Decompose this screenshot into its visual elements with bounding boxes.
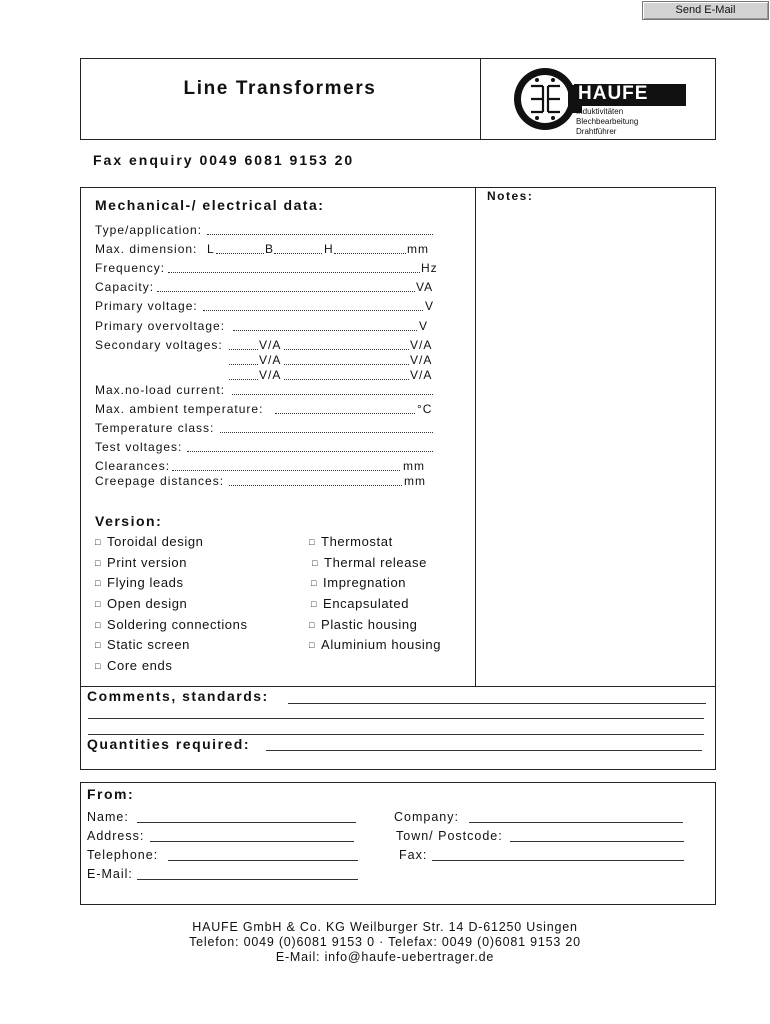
capacity-unit: VA <box>416 280 434 294</box>
address-label: Address: <box>87 829 145 843</box>
mechanical-heading: Mechanical-/ electrical data: <box>95 197 325 213</box>
logo-line-2: Blechbearbeitung <box>576 117 639 126</box>
checkbox-icon[interactable]: □ <box>95 578 102 588</box>
type-application-field[interactable] <box>207 234 433 235</box>
comments-line-3[interactable] <box>88 734 704 735</box>
checkbox-icon[interactable]: □ <box>95 661 102 671</box>
dim-l-field[interactable] <box>216 253 264 254</box>
town-postcode-field[interactable] <box>510 841 684 842</box>
telephone-field[interactable] <box>168 860 358 861</box>
checkbox-icon[interactable]: □ <box>309 537 316 547</box>
comments-line-2[interactable] <box>88 718 704 719</box>
option-label: Print version <box>107 555 188 570</box>
footer-email: E-Mail: info@haufe-uebertrager.de <box>275 950 495 964</box>
checkbox-icon[interactable]: □ <box>312 558 319 568</box>
name-label: Name: <box>87 810 129 824</box>
clearances-unit: mm <box>403 459 425 473</box>
notes-area[interactable] <box>477 205 713 683</box>
capacity-field[interactable] <box>157 291 415 292</box>
fax-field[interactable] <box>432 860 684 861</box>
option-label: Toroidal design <box>107 534 204 549</box>
comments-label: Comments, standards: <box>87 688 269 704</box>
checkbox-icon[interactable]: □ <box>309 620 316 630</box>
footer-address: HAUFE GmbH & Co. KG Weilburger Str. 14 D-61250 Usingen <box>192 920 578 934</box>
option-print-version[interactable] <box>95 555 187 570</box>
notes-divider <box>475 187 476 687</box>
footer-phone-fax: Telefon: 0049 (0)6081 9153 0 · Telefax: 0049 (0)6081 9153 20 <box>189 935 581 949</box>
creepage-unit: mm <box>404 474 426 488</box>
dim-h-label: H <box>324 242 334 256</box>
ambient-unit: °C <box>417 402 433 416</box>
telephone-label: Telephone: <box>87 848 159 862</box>
frequency-field[interactable] <box>168 272 420 273</box>
option-label: Aluminium housing <box>321 637 442 652</box>
dim-b-field[interactable] <box>274 253 322 254</box>
address-field[interactable] <box>150 841 354 842</box>
primary-voltage-label: Primary voltage: <box>95 299 198 313</box>
option-plastic-housing[interactable] <box>309 617 418 632</box>
secondary-2a-unit: V/A <box>259 353 282 367</box>
email-label: E-Mail: <box>87 867 133 881</box>
dim-l-label: L <box>207 242 215 256</box>
checkbox-icon[interactable]: □ <box>95 640 102 650</box>
page-title: Line Transformers <box>183 78 377 99</box>
option-label: Thermal release <box>324 555 427 570</box>
company-label: Company: <box>394 810 459 824</box>
secondary-2b-field[interactable] <box>284 364 409 365</box>
from-box <box>80 782 716 905</box>
option-label: Core ends <box>107 658 173 673</box>
temperature-class-label: Temperature class: <box>95 421 215 435</box>
town-postcode-label: Town/ Postcode: <box>396 829 503 843</box>
secondary-3a-field[interactable] <box>229 379 258 380</box>
option-open-design[interactable] <box>95 596 187 611</box>
option-encapsulated[interactable] <box>311 596 409 611</box>
dim-b-label: B <box>265 242 275 256</box>
primary-voltage-unit: V <box>425 299 435 313</box>
checkbox-icon[interactable]: □ <box>309 640 316 650</box>
comments-line-1[interactable] <box>288 703 706 704</box>
option-flying-leads[interactable] <box>95 575 184 590</box>
frequency-unit: Hz <box>421 261 438 275</box>
fax-label: Fax: <box>399 848 428 862</box>
checkbox-icon[interactable]: □ <box>311 599 318 609</box>
option-label: Flying leads <box>107 575 184 590</box>
option-static-screen[interactable] <box>95 637 190 652</box>
email-field[interactable] <box>137 879 358 880</box>
notes-label: Notes: <box>487 189 534 203</box>
max-ambient-label: Max. ambient temperature: <box>95 402 264 416</box>
secondary-1b-unit: V/A <box>410 338 433 352</box>
checkbox-icon[interactable]: □ <box>95 558 102 568</box>
secondary-1a-unit: V/A <box>259 338 282 352</box>
secondary-3a-unit: V/A <box>259 368 282 382</box>
creepage-label: Creepage distances: <box>95 474 225 488</box>
dim-unit: mm <box>407 242 429 256</box>
max-no-load-label: Max.no-load current: <box>95 383 226 397</box>
capacity-label: Capacity: <box>95 280 155 294</box>
checkbox-icon[interactable]: □ <box>311 578 318 588</box>
from-heading: From: <box>87 786 135 802</box>
option-label: Plastic housing <box>321 617 418 632</box>
option-label: Impregnation <box>323 575 407 590</box>
primary-overvoltage-field[interactable] <box>233 330 417 331</box>
option-label: Open design <box>107 596 188 611</box>
secondary-1b-field[interactable] <box>284 349 409 350</box>
secondary-2a-field[interactable] <box>229 364 258 365</box>
option-core-ends[interactable] <box>95 658 172 673</box>
max-no-load-field[interactable] <box>232 394 433 395</box>
max-dimension-label: Max. dimension: <box>95 242 198 256</box>
temperature-class-field[interactable] <box>220 432 433 433</box>
secondary-3b-unit: V/A <box>410 368 433 382</box>
logo-brand: HAUFE <box>578 83 649 104</box>
option-thermal-release[interactable] <box>312 555 427 570</box>
secondary-3b-field[interactable] <box>284 379 409 380</box>
max-ambient-field[interactable] <box>275 413 415 414</box>
quantities-field[interactable] <box>266 750 702 751</box>
type-application-label: Type/application: <box>95 223 203 237</box>
haufe-logo <box>512 66 692 134</box>
frequency-label: Frequency: <box>95 261 166 275</box>
version-heading: Version: <box>95 513 163 529</box>
quantities-label: Quantities required: <box>87 736 251 752</box>
option-soldering-connections[interactable] <box>95 617 248 632</box>
send-email-button[interactable]: Send E-Mail <box>642 1 769 20</box>
option-toroidal-design[interactable] <box>95 534 204 549</box>
option-thermostat[interactable] <box>309 534 393 549</box>
primary-overvoltage-label: Primary overvoltage: <box>95 319 226 333</box>
secondary-voltages-label: Secondary voltages: <box>95 338 223 352</box>
clearances-label: Clearances: <box>95 459 171 473</box>
checkbox-icon[interactable]: □ <box>95 620 102 630</box>
clearances-field[interactable] <box>172 470 400 471</box>
secondary-1a-field[interactable] <box>229 349 258 350</box>
secondary-2b-unit: V/A <box>410 353 433 367</box>
dim-h-field[interactable] <box>334 253 406 254</box>
option-label: Encapsulated <box>323 596 410 611</box>
test-voltages-label: Test voltages: <box>95 440 183 454</box>
creepage-field[interactable] <box>229 485 402 486</box>
company-field[interactable] <box>469 822 683 823</box>
name-field[interactable] <box>137 822 356 823</box>
primary-voltage-field[interactable] <box>203 310 423 311</box>
logo-line-1: Induktivitäten <box>576 107 624 116</box>
primary-overvoltage-unit: V <box>419 319 429 333</box>
header-divider <box>480 58 481 140</box>
option-label: Static screen <box>107 637 190 652</box>
logo-line-3: Drahtführer <box>576 127 617 136</box>
haufe-logo-emblem-icon <box>512 66 582 132</box>
option-impregnation[interactable] <box>311 575 406 590</box>
option-aluminium-housing[interactable] <box>309 637 441 652</box>
test-voltages-field[interactable] <box>187 451 433 452</box>
checkbox-icon[interactable]: □ <box>95 537 102 547</box>
checkbox-icon[interactable]: □ <box>95 599 102 609</box>
option-label: Thermostat <box>321 534 393 549</box>
fax-enquiry: Fax enquiry 0049 6081 9153 20 <box>93 152 355 168</box>
option-label: Soldering connections <box>107 617 248 632</box>
